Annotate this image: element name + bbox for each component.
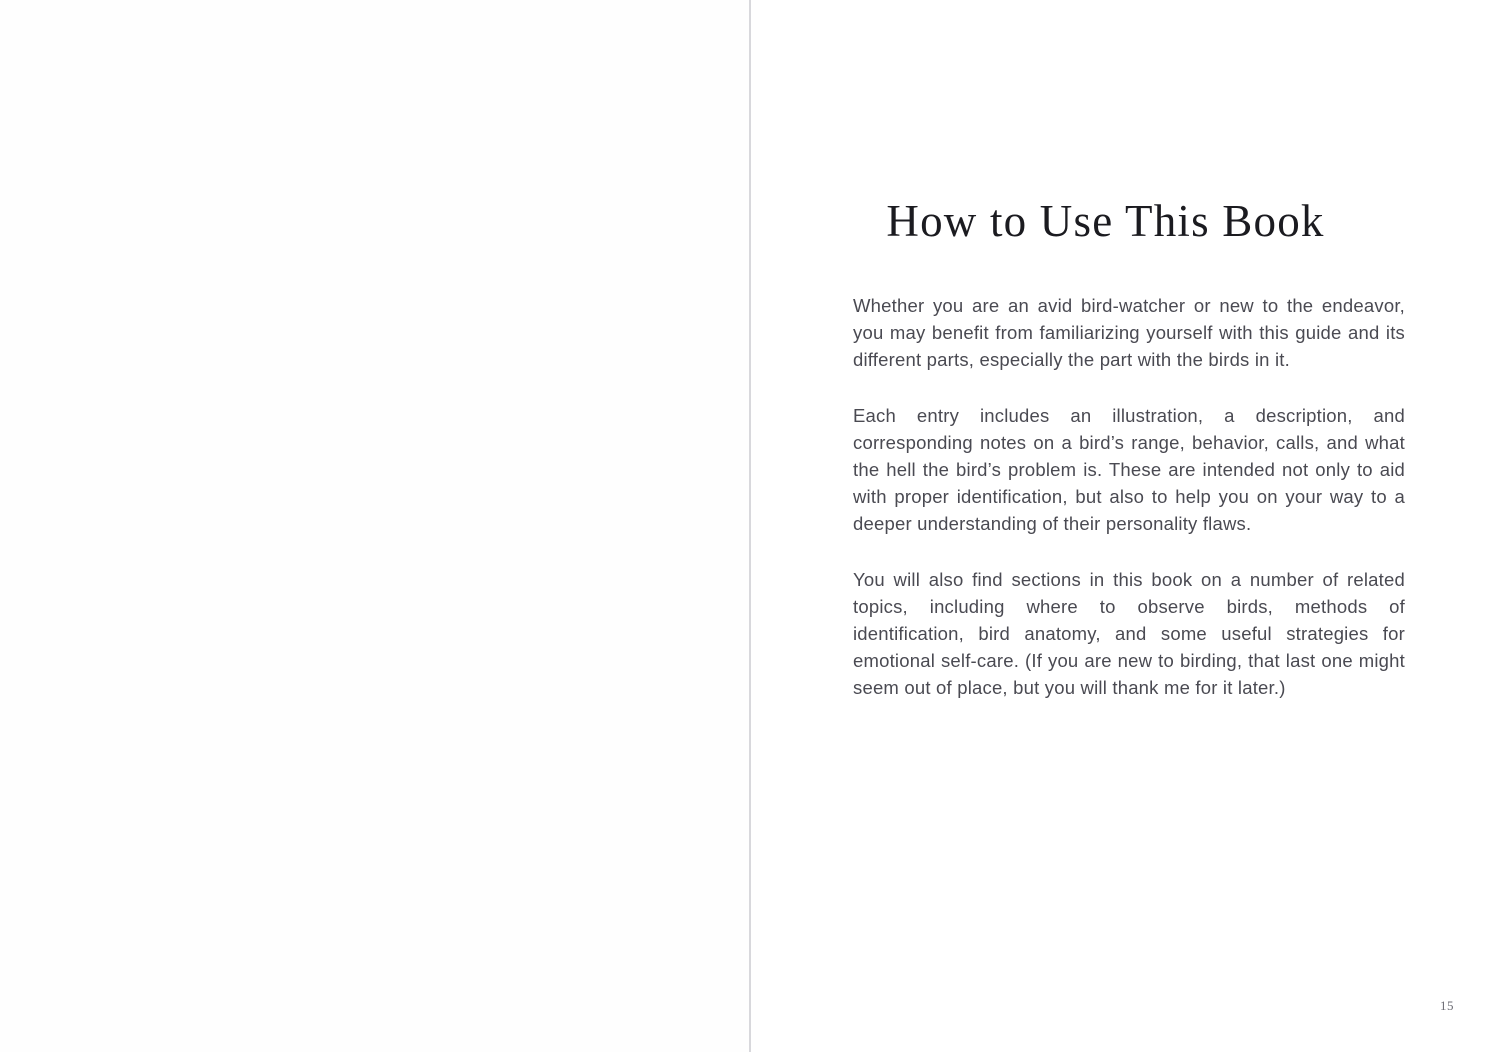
paragraph-3: You will also find sections in this book on a number of related topics, including where to observe birds, methods of identification, bird anatomy, and some useful strategies for emotional self-care. (If you are new to birding, that last one might seem out of place, but you will thank me for it later.)	[853, 569, 1405, 698]
page-title: How to Use This Book	[886, 196, 1325, 247]
left-page	[0, 0, 749, 1052]
page-number: 15	[1440, 998, 1454, 1013]
body-text	[853, 292, 1405, 701]
right-page	[751, 0, 1500, 1052]
paragraph-1: Whether you are an avid bird-watcher or new to the endeavor, you may benefit from familiarizing yourself with this guide and its different parts, especially the part with the birds in it.	[853, 295, 1405, 370]
paragraph-2: Each entry includes an illustration, a description, and corresponding notes on a bird’s range, behavior, calls, and what the hell the bird’s problem is. These are intended not only to aid with proper identification, but also to help you on your way to a deeper understanding of their personality flaws.	[853, 405, 1405, 534]
